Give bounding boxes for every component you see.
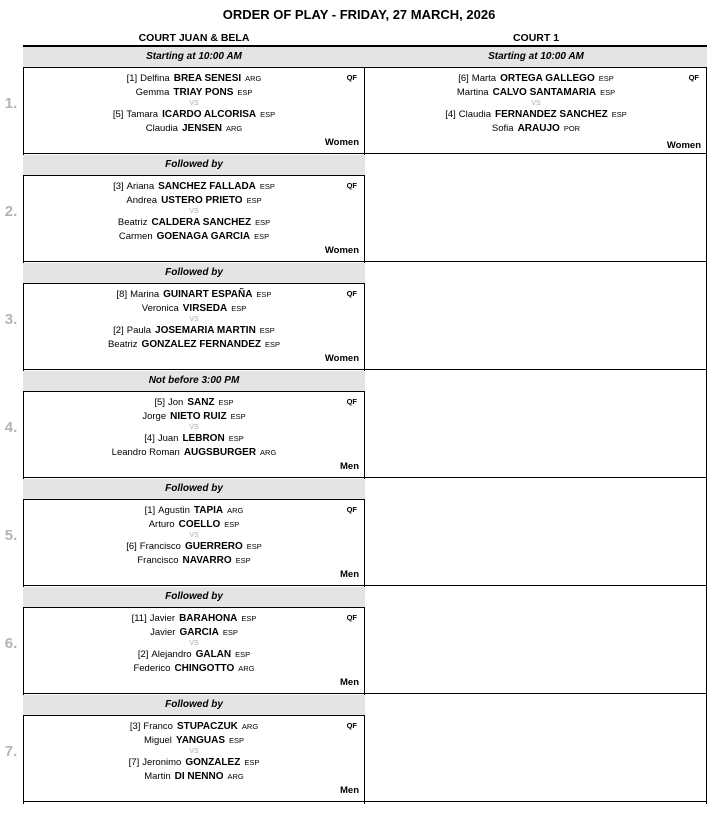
player-last-name: FERNANDEZ SANCHEZ: [494, 109, 608, 120]
player-line: [23, 195, 365, 207]
player-first-name: Arturo: [148, 519, 175, 530]
player-first-name: Alejandro: [151, 649, 192, 660]
player-last-name: TAPIA: [193, 505, 224, 516]
row-number: 2.: [4, 203, 18, 220]
row-number: 4.: [4, 419, 18, 436]
vs-separator: VS: [189, 316, 199, 323]
player-last-name: ICARDO ALCORISA: [162, 109, 257, 120]
match-card: [365, 70, 707, 154]
player-last-name: GOENAGA GARCIA: [156, 231, 251, 242]
player-nationality: ESP: [241, 614, 257, 623]
player-last-name: GALAN: [195, 649, 232, 660]
player-line: [23, 627, 365, 639]
player-seed: [8]: [116, 289, 128, 300]
player-line: [23, 109, 365, 121]
player-first-name: Jorge: [142, 411, 167, 422]
player-last-name: NAVARRO: [182, 555, 232, 566]
player-nationality: ESP: [229, 736, 245, 745]
player-nationality: ESP: [230, 412, 246, 421]
category-label: Men: [340, 677, 359, 688]
player-last-name: GUINART ESPAÑA: [163, 289, 253, 300]
player-last-name: VIRSEDA: [182, 303, 228, 314]
player-seed: [4]: [144, 433, 155, 444]
court-header-court-1: COURT 1: [512, 32, 560, 44]
player-line: [23, 771, 365, 783]
player-last-name: GONZALEZ FERNANDEZ: [141, 339, 261, 350]
player-first-name: Claudia: [458, 109, 491, 120]
player-nationality: ESP: [246, 542, 262, 551]
player-last-name: CALVO SANTAMARIA: [492, 87, 597, 98]
player-last-name: AUGSBURGER: [183, 447, 257, 458]
player-last-name: BARAHONA: [179, 613, 238, 624]
player-seed: [3]: [113, 181, 124, 192]
player-line: [23, 87, 365, 99]
vs-separator: VS: [189, 424, 199, 431]
player-seed: [3]: [129, 721, 141, 732]
player-first-name: Marta: [471, 73, 497, 84]
player-line: [365, 87, 707, 99]
player-line: [23, 181, 365, 193]
player-first-name: Martin: [144, 771, 171, 782]
player-line: [23, 339, 365, 351]
round-label: QF: [346, 397, 357, 406]
match-card: [23, 610, 365, 694]
player-seed: [2]: [137, 649, 149, 660]
player-last-name: BREA SENESI: [173, 73, 242, 84]
vs-separator: VS: [189, 640, 199, 647]
player-first-name: Marina: [130, 289, 160, 300]
round-label: QF: [346, 613, 357, 622]
player-last-name: USTERO PRIETO: [161, 195, 243, 206]
player-last-name: GONZALEZ: [185, 757, 241, 768]
page-title: ORDER OF PLAY - FRIDAY, 27 MARCH, 2026: [222, 7, 496, 22]
category-label: Men: [340, 569, 359, 580]
player-nationality: ESP: [265, 340, 281, 349]
match-card: [23, 178, 365, 262]
player-line: [23, 289, 365, 301]
player-nationality: ESP: [244, 758, 260, 767]
player-first-name: Juan: [157, 433, 179, 444]
player-first-name: Delfina: [140, 73, 170, 84]
category-label: Men: [340, 785, 359, 796]
category-label: Women: [324, 353, 359, 364]
row-number: 6.: [4, 635, 18, 652]
player-nationality: ESP: [254, 232, 270, 241]
player-last-name: ARAUJO: [517, 123, 560, 134]
vs-separator: VS: [189, 748, 199, 755]
player-last-name: ORTEGA GALLEGO: [500, 73, 595, 84]
player-first-name: Ariana: [126, 181, 155, 192]
player-last-name: CHINGOTTO: [174, 663, 235, 674]
player-line: [23, 217, 365, 229]
player-line: [23, 541, 365, 553]
player-nationality: ARG: [245, 74, 262, 83]
row-number: 3.: [4, 311, 18, 328]
round-label: QF: [688, 73, 699, 82]
player-first-name: Beatriz: [117, 217, 148, 228]
category-label: Men: [340, 461, 359, 472]
player-last-name: DI NENNO: [174, 771, 224, 782]
time-label-bar: Followed by: [23, 155, 365, 176]
player-nationality: ESP: [222, 628, 238, 637]
player-nationality: ESP: [600, 88, 616, 97]
player-first-name: Franco: [143, 721, 173, 732]
player-nationality: ARG: [238, 664, 255, 673]
player-first-name: Veronica: [141, 303, 179, 314]
player-seed: [2]: [113, 325, 124, 336]
player-seed: [5]: [112, 109, 124, 120]
player-first-name: Gemma: [135, 87, 170, 98]
category-label: Women: [324, 137, 359, 148]
player-line: [23, 613, 365, 625]
player-line: [23, 757, 365, 769]
player-first-name: Javier: [149, 613, 176, 624]
player-nationality: ESP: [598, 74, 614, 83]
match-card: [23, 394, 365, 478]
player-nationality: ARG: [227, 772, 244, 781]
player-first-name: Sofia: [491, 123, 514, 134]
player-nationality: ARG: [225, 124, 243, 133]
player-seed: [7]: [128, 757, 140, 768]
player-first-name: Javier: [150, 627, 176, 638]
player-line: [23, 411, 365, 423]
match-card: [23, 718, 365, 802]
category-label: Women: [666, 140, 701, 151]
player-line: [23, 397, 365, 409]
player-line: [23, 231, 365, 243]
player-first-name: Leandro Roman: [111, 447, 180, 458]
time-label-bar: Followed by: [23, 695, 365, 716]
player-line: [23, 303, 365, 315]
player-last-name: GARCIA: [179, 627, 219, 638]
player-first-name: Jon: [167, 397, 184, 408]
player-seed: [4]: [445, 109, 456, 120]
player-nationality: ESP: [256, 290, 272, 299]
player-nationality: ARG: [260, 448, 277, 457]
player-first-name: Tamara: [126, 109, 159, 120]
time-label-bar: Not before 3:00 PM: [23, 371, 365, 392]
vs-separator: VS: [189, 208, 199, 215]
match-card: [23, 502, 365, 586]
player-first-name: Martina: [456, 87, 489, 98]
player-nationality: POR: [563, 124, 581, 133]
player-first-name: Beatriz: [107, 339, 138, 350]
player-last-name: SANCHEZ FALLADA: [158, 181, 256, 192]
player-nationality: ESP: [611, 110, 627, 119]
time-label-bar: Starting at 10:00 AM: [23, 47, 365, 68]
player-first-name: Miguel: [143, 735, 172, 746]
player-first-name: Francisco: [139, 541, 181, 552]
player-nationality: ESP: [259, 326, 275, 335]
player-last-name: JOSEMARIA MARTIN: [155, 325, 256, 336]
vs-separator: VS: [189, 100, 199, 107]
player-line: [23, 649, 365, 661]
time-label-bar: Starting at 10:00 AM: [365, 47, 707, 68]
player-last-name: LEBRON: [182, 433, 225, 444]
player-line: [365, 109, 707, 121]
row-number: 1.: [4, 95, 18, 112]
player-last-name: SANZ: [187, 397, 215, 408]
player-line: [23, 123, 365, 135]
player-line: [23, 663, 365, 675]
player-nationality: ARG: [241, 722, 259, 731]
player-line: [23, 447, 365, 459]
vs-separator: VS: [189, 532, 199, 539]
category-label: Women: [324, 245, 359, 256]
round-label: QF: [346, 505, 357, 514]
player-nationality: ESP: [237, 88, 253, 97]
player-nationality: ESP: [231, 304, 247, 313]
player-last-name: GUERRERO: [184, 541, 243, 552]
player-line: [23, 433, 365, 445]
player-first-name: Andrea: [126, 195, 158, 206]
player-first-name: Paula: [126, 325, 152, 336]
player-line: [365, 123, 707, 135]
grid-right-border: [706, 45, 707, 804]
player-first-name: Carmen: [118, 231, 153, 242]
player-last-name: TRIAY PONS: [173, 87, 234, 98]
round-label: QF: [346, 73, 357, 82]
player-line: [23, 735, 365, 747]
schedule-grid: [23, 45, 707, 804]
match-card: [23, 70, 365, 154]
player-line: [23, 519, 365, 531]
court-header-juan-bela: COURT JUAN & BELA: [138, 32, 250, 44]
player-seed: [5]: [154, 397, 165, 408]
player-nationality: ESP: [218, 398, 234, 407]
player-last-name: JENSEN: [181, 123, 222, 134]
player-nationality: ESP: [228, 434, 244, 443]
player-nationality: ARG: [227, 506, 244, 515]
player-last-name: STUPACZUK: [176, 721, 238, 732]
player-first-name: Claudia: [145, 123, 178, 134]
player-first-name: Federico: [133, 663, 171, 674]
round-label: QF: [346, 181, 357, 190]
row-number: 7.: [4, 743, 18, 760]
player-nationality: ESP: [235, 650, 251, 659]
player-seed: [1]: [126, 73, 138, 84]
match-card: [23, 286, 365, 370]
player-nationality: ESP: [259, 182, 275, 191]
player-seed: [1]: [144, 505, 156, 516]
player-first-name: Jeronimo: [142, 757, 182, 768]
player-seed: [6]: [126, 541, 137, 552]
player-line: [23, 505, 365, 517]
player-line: [23, 325, 365, 337]
player-line: [23, 721, 365, 733]
round-label: QF: [346, 289, 357, 298]
player-last-name: COELLO: [178, 519, 221, 530]
time-label-bar: Followed by: [23, 479, 365, 500]
player-first-name: Agustin: [158, 505, 190, 516]
player-first-name: Francisco: [137, 555, 179, 566]
time-label-bar: Followed by: [23, 263, 365, 284]
player-nationality: ESP: [235, 556, 251, 565]
player-line: [23, 73, 365, 85]
player-nationality: ESP: [260, 110, 276, 119]
row-number: 5.: [4, 527, 18, 544]
vs-separator: VS: [531, 100, 541, 107]
player-nationality: ESP: [255, 218, 271, 227]
round-label: QF: [346, 721, 357, 730]
player-nationality: ESP: [224, 520, 240, 529]
player-nationality: ESP: [246, 196, 262, 205]
time-label-bar: Followed by: [23, 587, 365, 608]
player-seed: [6]: [458, 73, 469, 84]
player-last-name: NIETO RUIZ: [170, 411, 227, 422]
player-last-name: YANGUAS: [175, 735, 226, 746]
player-line: [23, 555, 365, 567]
player-line: [365, 73, 707, 85]
player-last-name: CALDERA SANCHEZ: [151, 217, 252, 228]
player-seed: [11]: [131, 613, 147, 624]
